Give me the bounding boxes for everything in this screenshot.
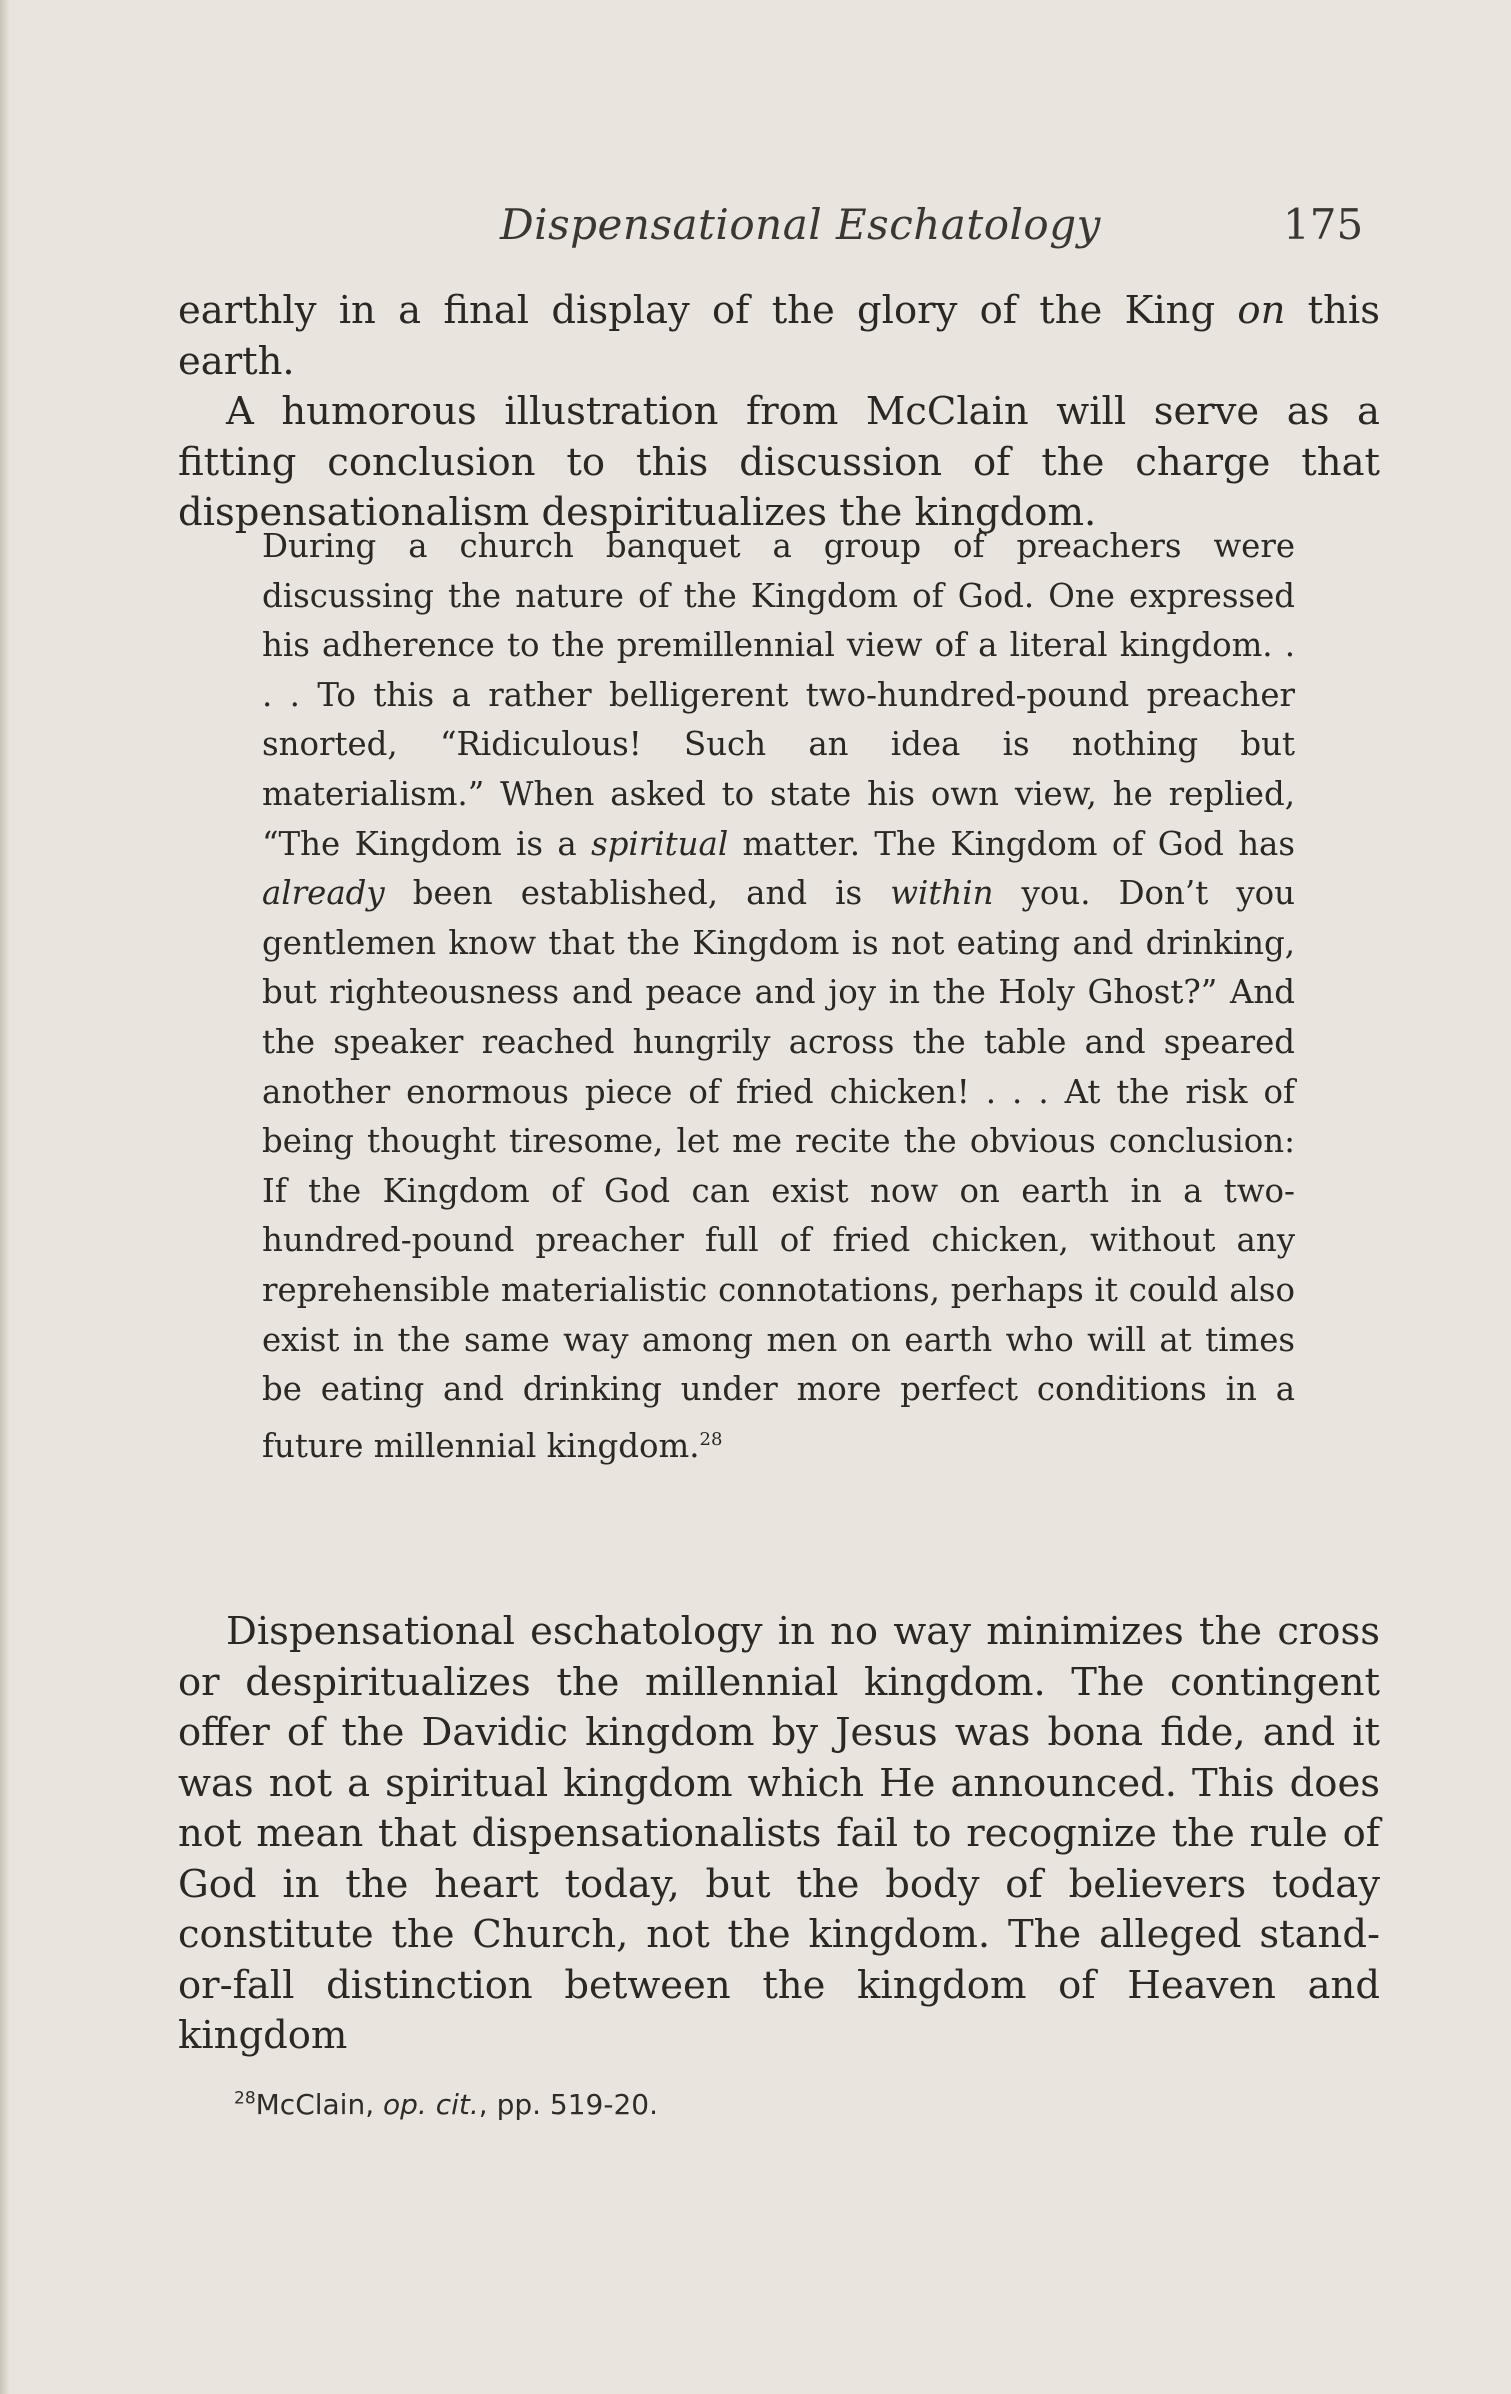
- page-edge-shadow: [0, 0, 10, 2394]
- footnote: $^{28}$McClain, op. cit., pp. 519-20.: [234, 2088, 659, 2121]
- block-quote: During a church banquet a group of preachers were discussing the nature of the Kingdom of God. One expressed his adherence to the premillennial view of a literal kingdom. . . . To this a rather belligerent two-hundred-pound preacher snorted, “Ridiculous! Such an idea is nothing but materialism.” When asked to state his own view, he replied, “The Kingdom is a spiritual matter. The Kingdom of God has already been established, and is within you. Don’t you gentlemen know that the Kingdom is not eating and drinking, but righteousness and peace and joy in the Holy Ghost?” And the speaker reached hungrily across the table and speared another enormous piece of fried chicken! . . . At the risk of being thought tiresome, let me recite the obvious conclusion: If the Kingdom of God can exist now on earth in a two-hundred-pound preacher full of fried chicken, without any reprehensible materialistic connotations, perhaps it could also exist in the same way among men on earth who will at times be eating and drinking under more perfect conditions in a future millennial kingdom.$^{28}$: [262, 527, 1295, 1465]
- page-number: 175: [1283, 200, 1364, 249]
- opening-text: [178, 286, 1380, 539]
- closing-paragraph: Dispensational eschatology in no way minimizes the cross or despiritualizes the millennial kingdom. The contingent offer of the Davidic kingdom by Jesus was bona fide, and it was not a spiritual kingdom which He announced. This does not mean that dispensationalists fail to recognize the rule of God in the heart today, but the body of believers today constitute the Church, not the kingdom. The alleged stand-or-fall distinction between the kingdom of Heaven and kingdom: [178, 1609, 1380, 2058]
- continuation-line: earthly in a final display of the glory of the King on this earth.: [178, 288, 1380, 384]
- running-title: Dispensational Eschatology: [500, 200, 1101, 249]
- emphasis-on: on: [1237, 288, 1286, 333]
- page-header: [0, 200, 1511, 260]
- footnote-reference: 28: [699, 1428, 723, 1450]
- footnote-number: 28: [234, 2088, 256, 2109]
- intro-paragraph: A humorous illustration from McClain will serve as a fitting conclusion to this discussion of the charge that dispensationalism despiritualizes the kingdom.: [178, 389, 1380, 535]
